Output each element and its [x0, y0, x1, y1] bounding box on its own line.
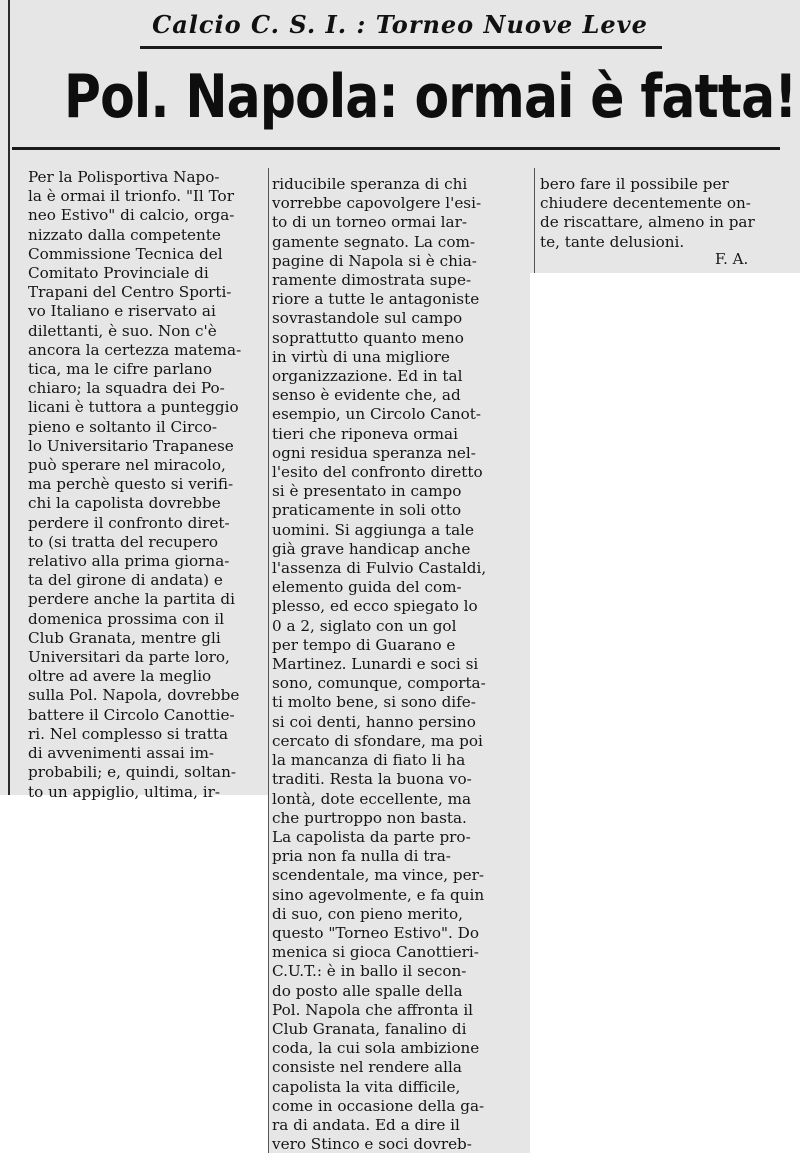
- article-line: sulla Pol. Napola, dovrebbe: [28, 686, 240, 705]
- article-line: traditi. Resta la buona vo-: [272, 770, 472, 789]
- article-line: soprattutto quanto meno: [272, 328, 464, 347]
- article-line: di avvenimenti assai im-: [28, 744, 214, 763]
- article-line: do posto alle spalle della: [272, 981, 463, 1000]
- article-line: ma perchè questo si verifi-: [28, 475, 234, 494]
- article-line: già grave handicap anche: [272, 539, 471, 558]
- article-column-3: [540, 175, 798, 252]
- article-line: to un appiglio, ultima, ir-: [28, 782, 221, 801]
- article-line: ti molto bene, si sono dife-: [272, 693, 476, 712]
- article-line: si è presentato in campo: [272, 482, 462, 501]
- article-line: chi la capolista dovrebbe: [28, 494, 221, 513]
- article-line: ramente dimostrata supe-: [272, 271, 472, 290]
- article-line: sono, comunque, comporta-: [272, 674, 486, 693]
- article-line: relativo alla prima giorna-: [28, 552, 230, 571]
- article-line: l'esito del confronto diretto: [272, 463, 483, 482]
- article-line: ancora la certezza matema-: [28, 340, 242, 359]
- headline-rule: [12, 147, 780, 150]
- article-line: riducibile speranza di chi: [272, 175, 468, 193]
- article-line: sovrastandole sul campo: [272, 309, 463, 328]
- article-line: de riscattare, almeno in par: [540, 213, 755, 232]
- article-line: ogni residua speranza nel-: [272, 443, 476, 462]
- article-line: pieno e soltanto il Circo-: [28, 417, 218, 436]
- kicker-rule: [140, 46, 662, 49]
- article-line: chiaro; la squadra dei Po-: [28, 379, 225, 398]
- article-line: ri. Nel complesso si tratta: [28, 724, 229, 743]
- article-line: chiudere decentemente on-: [540, 194, 751, 213]
- article-line: la è ormai il trionfo. "Il Tor: [28, 187, 234, 206]
- article-line: Trapani del Centro Sporti-: [28, 283, 232, 302]
- article-line: ra di andata. Ed a dire il: [272, 1115, 460, 1134]
- article-line: come in occasione della ga-: [272, 1096, 485, 1115]
- article-line: Commissione Tecnica del: [28, 244, 223, 263]
- article-line: per tempo di Guarano e: [272, 635, 456, 654]
- article-line: te, tante delusioni.: [540, 232, 685, 251]
- article-line: menica si gioca Canottieri-: [272, 943, 479, 962]
- article-line: neo Estivo" di calcio, orga-: [28, 206, 235, 225]
- article-line: può sperare nel miracolo,: [28, 456, 226, 475]
- article-line: Comitato Provinciale di: [28, 264, 209, 283]
- article-line: consiste nel rendere alla: [272, 1058, 462, 1077]
- column-rule-1: [268, 168, 269, 1153]
- article-line: tica, ma le cifre parlano: [28, 360, 213, 379]
- headline: Pol. Napola: ormai è fatta!: [64, 62, 797, 132]
- article-line: elemento guida del com-: [272, 578, 462, 597]
- article-line: Club Granata, fanalino di: [272, 1019, 467, 1038]
- article-line: in virtù di una migliore: [272, 347, 450, 366]
- article-line: vero Stinco e soci dovreb-: [272, 1135, 472, 1154]
- article-column-2: [272, 175, 530, 1154]
- article-line: coda, la cui sola ambizione: [272, 1039, 480, 1058]
- article-line: vorrebbe capovolgere l'esi-: [272, 194, 482, 213]
- article-line: Martinez. Lunardi e soci si: [272, 655, 479, 674]
- article-line: tieri che riponeva ormai: [272, 424, 458, 443]
- author-signature: F. A.: [715, 250, 749, 268]
- article-line: battere il Circolo Canottie-: [28, 705, 235, 724]
- article-line: sino agevolmente, e fa quin: [272, 885, 485, 904]
- article-line: di suo, con pieno merito,: [272, 904, 463, 923]
- article-line: lontà, dote eccellente, ma: [272, 789, 472, 808]
- article-line: pagine di Napola si è chia-: [272, 251, 477, 270]
- article-line: questo "Torneo Estivo". Do: [272, 923, 479, 942]
- article-line: pria non fa nulla di tra-: [272, 847, 451, 866]
- article-line: licani è tuttora a punteggio: [28, 398, 239, 417]
- article-line: cercato di sfondare, ma poi: [272, 731, 483, 750]
- article-line: probabili; e, quindi, soltan-: [28, 763, 237, 782]
- article-line: gamente segnato. La com-: [272, 232, 475, 251]
- article-line: Universitari da parte loro,: [28, 648, 230, 667]
- article-line: si coi denti, hanno persino: [272, 712, 476, 731]
- article-line: Pol. Napola che affronta il: [272, 1000, 474, 1019]
- page-edge-rule: [8, 0, 10, 795]
- article-line: capolista la vita difficile,: [272, 1077, 461, 1096]
- article-line: organizzazione. Ed in tal: [272, 367, 463, 386]
- article-line: to (si tratta del recupero: [28, 532, 219, 551]
- article-line: senso è evidente che, ad: [272, 386, 461, 405]
- article-line: plesso, ed ecco spiegato lo: [272, 597, 478, 616]
- article-line: vo Italiano e riservato ai: [28, 302, 216, 321]
- article-line: perdere il confronto diret-: [28, 513, 230, 532]
- article-line: lo Universitario Trapanese: [28, 436, 234, 455]
- article-line: praticamente in soli otto: [272, 501, 462, 520]
- article-line: nizzato dalla competente: [28, 225, 221, 244]
- article-line: riore a tutte le antagoniste: [272, 290, 480, 309]
- article-line: to di un torneo ormai lar-: [272, 213, 467, 232]
- article-line: che purtroppo non basta.: [272, 808, 467, 827]
- article-line: scendentale, ma vince, per-: [272, 866, 484, 885]
- article-line: uomini. Si aggiunga a tale: [272, 520, 474, 539]
- article-line: bero fare il possibile per: [540, 175, 729, 193]
- article-line: 0 a 2, siglato con un gol: [272, 616, 457, 635]
- article-line: C.U.T.: è in ballo il secon-: [272, 962, 467, 981]
- article-line: esempio, un Circolo Canot-: [272, 405, 481, 424]
- article-line: oltre ad avere la meglio: [28, 667, 212, 686]
- kicker-line: Calcio C. S. I. : Torneo Nuove Leve: [152, 10, 648, 39]
- article-line: ta del girone di andata) e: [28, 571, 223, 590]
- article-line: domenica prossima con il: [28, 609, 225, 628]
- article-line: Per la Polisportiva Napo-: [28, 168, 220, 186]
- article-line: l'assenza di Fulvio Castaldi,: [272, 559, 487, 578]
- article-line: La capolista da parte pro-: [272, 827, 471, 846]
- article-line: dilettanti, è suo. Non c'è: [28, 321, 217, 340]
- column-rule-2: [534, 168, 535, 273]
- article-line: Club Granata, mentre gli: [28, 628, 221, 647]
- article-line: la mancanza di fiato li ha: [272, 751, 466, 770]
- article-column-1: [28, 168, 268, 802]
- article-line: perdere anche la partita di: [28, 590, 235, 609]
